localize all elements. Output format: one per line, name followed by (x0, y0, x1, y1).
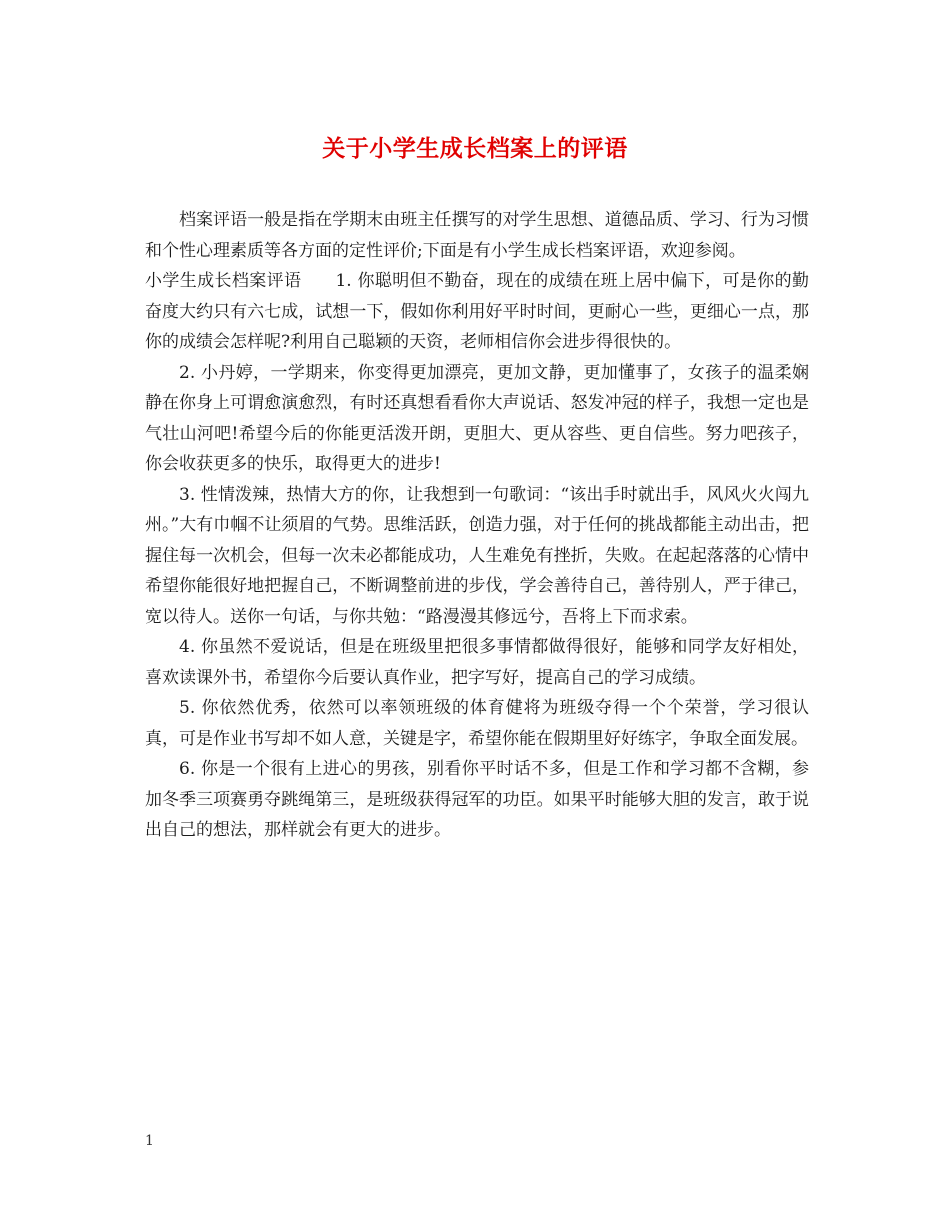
document-title: 关于小学生成长档案上的评语 (322, 136, 628, 162)
intro-paragraph: 档案评语一般是指在学期末由班主任撰写的对学生思想、道德品质、学习、行为习惯和个性心理素质等各方面的定性评价;下面是有小学生成长档案评语，欢迎参阅。 (145, 210, 809, 261)
document-body (145, 205, 809, 846)
comment-paragraph-3: 3. 性情泼辣，热情大方的你，让我想到一句歌词：“该出手时就出手，风风火火闯九州。”大有巾帼不让须眉的气势。思维活跃，创造力强，对于任何的挑战都能主动出击，把握住每一次机会，但每一次未必都能成功，人生难免有挫折，失败。在起起落落的心情中希望你能很好地把握自己，不断调整前进的步伐，学会善待自己，善待别人，严于律己，宽以待人。送你一句话，与你共勉：“路漫漫其修远兮，吾将上下而求索。 (145, 484, 809, 627)
section-heading: 小学生成长档案评语 (145, 271, 302, 291)
comment-paragraph-4: 4. 你虽然不爱说话，但是在班级里把很多事情都做得很好，能够和同学友好相处，喜欢读课外书，希望你今后要认真作业，把字写好，提高自己的学习成绩。 (145, 637, 809, 688)
comment-text-1: 1. 你聪明但不勤奋，现在的成绩在班上居中偏下，可是你的勤奋度大约只有六七成，试想一下，假如你利用好平时时间，更耐心一些，更细心一点，那你的成绩会怎样呢?利用自己聪颖的天资，老师相信你会进步得很快的。 (145, 271, 810, 352)
comment-paragraph-2: 2. 小丹婷，一学期来，你变得更加漂亮，更加文静，更加懂事了，女孩子的温柔娴静在你身上可谓愈演愈烈，有时还真想看看你大声说话、怒发冲冠的样子，我想一定也是气壮山河吧!希望今后的你能更活泼开朗，更胆大、更从容些、更自信些。努力吧孩子，你会收获更多的快乐，取得更大的进步! (145, 362, 809, 474)
comment-paragraph-6: 6. 你是一个很有上进心的男孩，别看你平时话不多，但是工作和学习都不含糊，参加冬季三项赛勇夺跳绳第三，是班级获得冠军的功臣。如果平时能够大胆的发言，敢于说出自己的想法，那样就会有更大的进步。 (145, 759, 809, 840)
comment-paragraph-5: 5. 你依然优秀，依然可以率领班级的体育健将为班级夺得一个个荣誉，学习很认真，可是作业书写却不如人意，关键是字，希望你能在假期里好好练字，争取全面发展。 (145, 698, 809, 749)
page-number: 1 (145, 1133, 154, 1149)
comment-paragraph-1 (145, 266, 809, 358)
